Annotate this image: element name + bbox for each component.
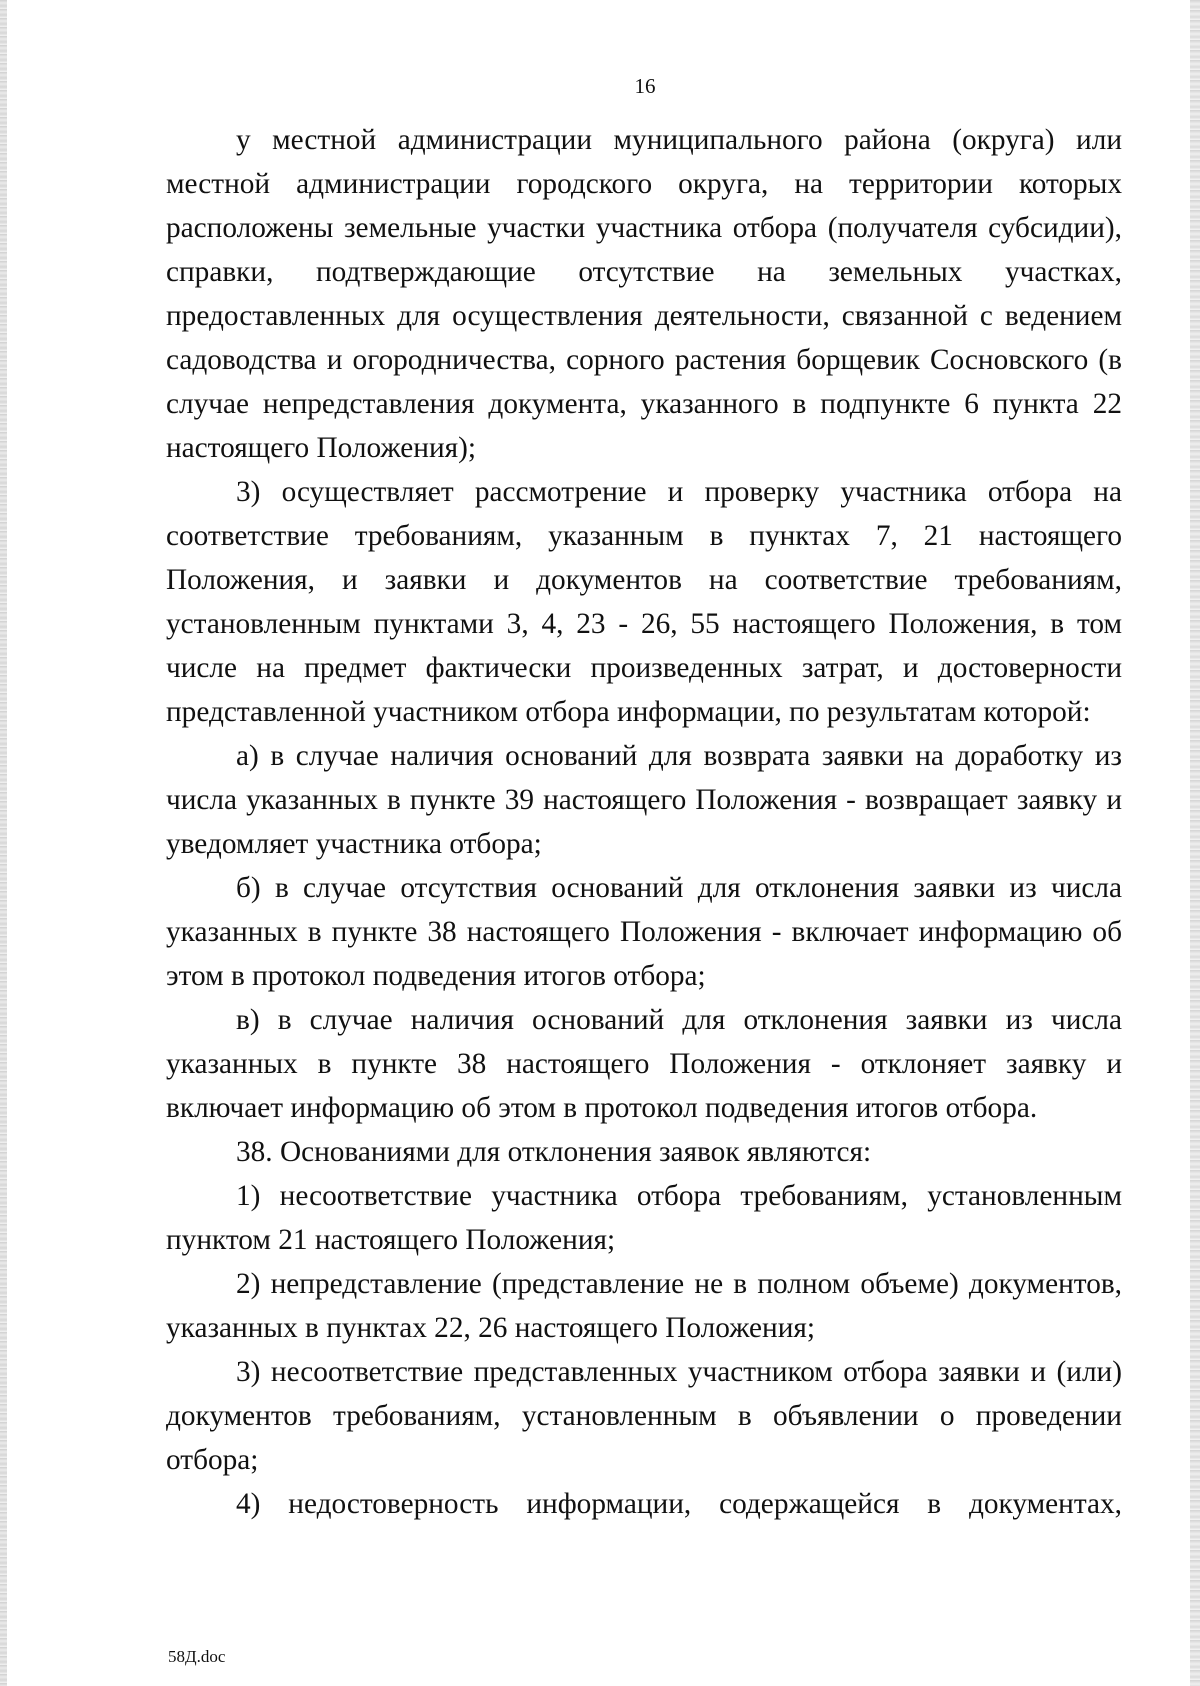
scan-edge-left xyxy=(0,0,7,1686)
document-body xyxy=(166,118,1122,1526)
paragraph-subitem-b: б) в случае отсутствия оснований для отклонения заявки из числа указанных в пункте 38 настоящего Положения - включает информацию об этом в протокол подведения итогов отбора; xyxy=(166,872,1122,992)
paragraph-continuation: у местной администрации муниципального района (округа) или местной администрации городского округа, на территории которых расположены земельные участки участника отбора (получателя субсидии), справки, подтверждающие отсутствие на земельных участках, предоставленных для осуществления деятельности, связанной с ведением садоводства и огородничества, сорного растения борщевик Сосновского (в случае непредставления документа, указанного в подпункте 6 пункта 22 настоящего Положения); xyxy=(166,124,1122,464)
paragraph-subitem-a: а) в случае наличия оснований для возврата заявки на доработку из числа указанных в пункте 39 настоящего Положения - возвращает заявку и уведомляет участника отбора; xyxy=(166,740,1122,860)
paragraph-item-3: 3) осуществляет рассмотрение и проверку участника отбора на соответствие требованиям, указанным в пунктах 7, 21 настоящего Положения, и заявки и документов на соответствие требованиям, установленным пунктами 3, 4, 23 - 26, 55 настоящего Положения, в том числе на предмет фактически произведенных затрат, и достоверности представленной участником отбора информации, по результатам которой: xyxy=(166,476,1122,728)
paragraph-reason-4: 4) недостоверность информации, содержащейся в документах, xyxy=(236,1488,1122,1520)
paragraph-section-38: 38. Основаниями для отклонения заявок являются: xyxy=(236,1136,872,1168)
page-number: 16 xyxy=(634,74,656,98)
footer-filename: 58Д.doc xyxy=(168,1647,226,1666)
paragraph-reason-3: 3) несоответствие представленных участником отбора заявки и (или) документов требованиям, установленным в объявлении о проведении отбора; xyxy=(166,1356,1122,1476)
paragraph-reason-2: 2) непредставление (представление не в полном объеме) документов, указанных в пунктах 22, 26 настоящего Положения; xyxy=(166,1268,1122,1344)
scan-edge-right xyxy=(1190,0,1200,1686)
paragraph-reason-1: 1) несоответствие участника отбора требованиям, установленным пунктом 21 настоящего Положения; xyxy=(166,1180,1122,1256)
paragraph-subitem-v: в) в случае наличия оснований для отклонения заявки из числа указанных в пункте 38 настоящего Положения - отклоняет заявку и включает информацию об этом в протокол подведения итогов отбора. xyxy=(166,1004,1122,1124)
